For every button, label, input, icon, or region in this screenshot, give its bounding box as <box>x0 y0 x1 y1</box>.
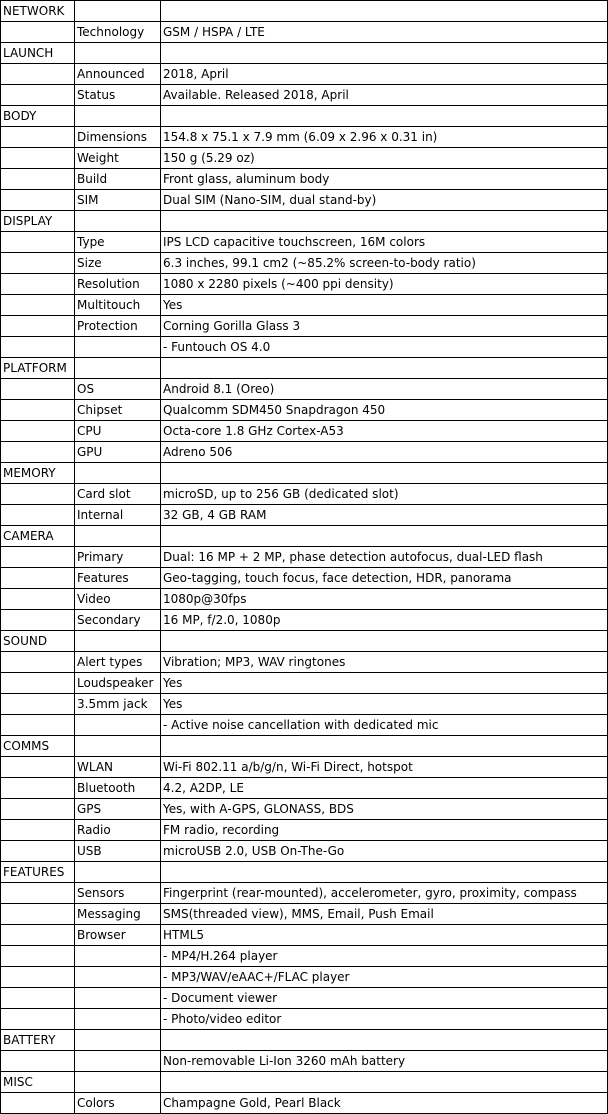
empty-cell <box>75 862 161 883</box>
empty-cell <box>1 652 75 673</box>
spec-value: - MP3/WAV/eAAC+/FLAC player <box>161 967 608 988</box>
section-title: COMMS <box>1 736 75 757</box>
empty-cell <box>1 904 75 925</box>
spec-label: GPS <box>75 799 161 820</box>
spec-value: 32 GB, 4 GB RAM <box>161 505 608 526</box>
spec-label: Messaging <box>75 904 161 925</box>
spec-label <box>75 1009 161 1030</box>
spec-label: CPU <box>75 421 161 442</box>
empty-cell <box>75 1072 161 1093</box>
section-header-row <box>1 211 608 232</box>
empty-cell <box>161 43 608 64</box>
spec-value: 150 g (5.29 oz) <box>161 148 608 169</box>
spec-value: SMS(threaded view), MMS, Email, Push Email <box>161 904 608 925</box>
empty-cell <box>1 169 75 190</box>
section-title: DISPLAY <box>1 211 75 232</box>
spec-value: Dual: 16 MP + 2 MP, phase detection autofocus, dual-LED flash <box>161 547 608 568</box>
empty-cell <box>1 253 75 274</box>
empty-cell <box>1 442 75 463</box>
empty-cell <box>1 379 75 400</box>
spec-row <box>1 274 608 295</box>
spec-value: 16 MP, f/2.0, 1080p <box>161 610 608 631</box>
spec-value: - MP4/H.264 player <box>161 946 608 967</box>
spec-label: Secondary <box>75 610 161 631</box>
empty-cell <box>1 127 75 148</box>
spec-label <box>75 337 161 358</box>
spec-value: - Photo/video editor <box>161 1009 608 1030</box>
spec-value: Octa-core 1.8 GHz Cortex-A53 <box>161 421 608 442</box>
empty-cell <box>1 1009 75 1030</box>
spec-value: Yes <box>161 694 608 715</box>
empty-cell <box>1 673 75 694</box>
empty-cell <box>161 1 608 22</box>
spec-row <box>1 379 608 400</box>
spec-row <box>1 883 608 904</box>
spec-row <box>1 694 608 715</box>
spec-label <box>75 1051 161 1072</box>
empty-cell <box>1 841 75 862</box>
spec-label: Weight <box>75 148 161 169</box>
empty-cell <box>75 1 161 22</box>
spec-value: IPS LCD capacitive touchscreen, 16M colors <box>161 232 608 253</box>
spec-row <box>1 820 608 841</box>
spec-row <box>1 127 608 148</box>
spec-row <box>1 64 608 85</box>
empty-cell <box>1 22 75 43</box>
spec-row <box>1 799 608 820</box>
spec-row <box>1 148 608 169</box>
empty-cell <box>1 589 75 610</box>
empty-cell <box>1 799 75 820</box>
empty-cell <box>1 148 75 169</box>
empty-cell <box>1 274 75 295</box>
spec-label: 3.5mm jack <box>75 694 161 715</box>
spec-label: WLAN <box>75 757 161 778</box>
section-title: MISC <box>1 1072 75 1093</box>
spec-label: Alert types <box>75 652 161 673</box>
spec-row <box>1 1009 608 1030</box>
empty-cell <box>1 64 75 85</box>
spec-row <box>1 946 608 967</box>
spec-row <box>1 421 608 442</box>
empty-cell <box>1 988 75 1009</box>
section-title: NETWORK <box>1 1 75 22</box>
spec-value: Vibration; MP3, WAV ringtones <box>161 652 608 673</box>
spec-label <box>75 946 161 967</box>
spec-row <box>1 967 608 988</box>
section-header-row <box>1 106 608 127</box>
empty-cell <box>75 463 161 484</box>
empty-cell <box>75 1030 161 1051</box>
spec-row <box>1 568 608 589</box>
empty-cell <box>161 736 608 757</box>
empty-cell <box>75 736 161 757</box>
spec-label: Multitouch <box>75 295 161 316</box>
spec-label: Primary <box>75 547 161 568</box>
section-title: BODY <box>1 106 75 127</box>
spec-value: FM radio, recording <box>161 820 608 841</box>
spec-value: - Funtouch OS 4.0 <box>161 337 608 358</box>
spec-label: Chipset <box>75 400 161 421</box>
empty-cell <box>161 1030 608 1051</box>
spec-value: Yes <box>161 295 608 316</box>
spec-value: Corning Gorilla Glass 3 <box>161 316 608 337</box>
spec-value: Geo-tagging, touch focus, face detection, HDR, panorama <box>161 568 608 589</box>
spec-row <box>1 190 608 211</box>
spec-label: Status <box>75 85 161 106</box>
section-title: MEMORY <box>1 463 75 484</box>
spec-label: Technology <box>75 22 161 43</box>
spec-label: Resolution <box>75 274 161 295</box>
empty-cell <box>161 211 608 232</box>
empty-cell <box>75 211 161 232</box>
spec-row <box>1 757 608 778</box>
section-header-row <box>1 862 608 883</box>
spec-row <box>1 484 608 505</box>
spec-row <box>1 169 608 190</box>
empty-cell <box>161 106 608 127</box>
spec-row <box>1 904 608 925</box>
spec-value: microSD, up to 256 GB (dedicated slot) <box>161 484 608 505</box>
empty-cell <box>1 967 75 988</box>
empty-cell <box>75 358 161 379</box>
spec-label: Browser <box>75 925 161 946</box>
spec-label: Radio <box>75 820 161 841</box>
spec-row <box>1 505 608 526</box>
section-header-row <box>1 526 608 547</box>
section-header-row <box>1 1030 608 1051</box>
spec-value: 2018, April <box>161 64 608 85</box>
spec-value: Yes <box>161 673 608 694</box>
spec-label: GPU <box>75 442 161 463</box>
spec-label: USB <box>75 841 161 862</box>
spec-row <box>1 85 608 106</box>
spec-row <box>1 652 608 673</box>
empty-cell <box>1 337 75 358</box>
section-title: BATTERY <box>1 1030 75 1051</box>
empty-cell <box>1 484 75 505</box>
section-header-row <box>1 1072 608 1093</box>
spec-row <box>1 610 608 631</box>
spec-value: 154.8 x 75.1 x 7.9 mm (6.09 x 2.96 x 0.31 in) <box>161 127 608 148</box>
section-title: CAMERA <box>1 526 75 547</box>
spec-row <box>1 442 608 463</box>
empty-cell <box>75 526 161 547</box>
spec-value: Champagne Gold, Pearl Black <box>161 1093 608 1114</box>
spec-row <box>1 1051 608 1072</box>
spec-value: 1080 x 2280 pixels (~400 ppi density) <box>161 274 608 295</box>
spec-value: - Active noise cancellation with dedicated mic <box>161 715 608 736</box>
spec-row <box>1 1093 608 1114</box>
empty-cell <box>1 778 75 799</box>
section-header-row <box>1 631 608 652</box>
spec-label: Bluetooth <box>75 778 161 799</box>
spec-label: Type <box>75 232 161 253</box>
spec-label: Video <box>75 589 161 610</box>
spec-label: Dimensions <box>75 127 161 148</box>
spec-label <box>75 988 161 1009</box>
spec-label: Features <box>75 568 161 589</box>
empty-cell <box>1 568 75 589</box>
empty-cell <box>1 883 75 904</box>
section-title: FEATURES <box>1 862 75 883</box>
section-title: PLATFORM <box>1 358 75 379</box>
spec-value: Front glass, aluminum body <box>161 169 608 190</box>
spec-value: Available. Released 2018, April <box>161 85 608 106</box>
spec-row <box>1 316 608 337</box>
spec-label: Build <box>75 169 161 190</box>
empty-cell <box>75 106 161 127</box>
spec-label <box>75 967 161 988</box>
spec-value: Fingerprint (rear-mounted), accelerometer, gyro, proximity, compass <box>161 883 608 904</box>
empty-cell <box>161 862 608 883</box>
empty-cell <box>161 1072 608 1093</box>
spec-label: SIM <box>75 190 161 211</box>
spec-row <box>1 715 608 736</box>
spec-label <box>75 715 161 736</box>
empty-cell <box>1 505 75 526</box>
spec-label: Protection <box>75 316 161 337</box>
spec-value: GSM / HSPA / LTE <box>161 22 608 43</box>
empty-cell <box>1 232 75 253</box>
spec-label: Size <box>75 253 161 274</box>
spec-value: Qualcomm SDM450 Snapdragon 450 <box>161 400 608 421</box>
empty-cell <box>75 631 161 652</box>
spec-row <box>1 547 608 568</box>
empty-cell <box>1 820 75 841</box>
spec-row <box>1 673 608 694</box>
spec-label: Card slot <box>75 484 161 505</box>
spec-row <box>1 337 608 358</box>
spec-value: 6.3 inches, 99.1 cm2 (~85.2% screen-to-body ratio) <box>161 253 608 274</box>
spec-value: Dual SIM (Nano-SIM, dual stand-by) <box>161 190 608 211</box>
empty-cell <box>1 1051 75 1072</box>
section-header-row <box>1 358 608 379</box>
empty-cell <box>161 631 608 652</box>
spec-value: Wi-Fi 802.11 a/b/g/n, Wi-Fi Direct, hotspot <box>161 757 608 778</box>
section-header-row <box>1 736 608 757</box>
spec-value: 4.2, A2DP, LE <box>161 778 608 799</box>
spec-row <box>1 295 608 316</box>
spec-row <box>1 400 608 421</box>
spec-row <box>1 778 608 799</box>
spec-value: Non-removable Li-Ion 3260 mAh battery <box>161 1051 608 1072</box>
section-header-row <box>1 1 608 22</box>
spec-value: 1080p@30fps <box>161 589 608 610</box>
empty-cell <box>1 316 75 337</box>
empty-cell <box>161 463 608 484</box>
section-header-row <box>1 43 608 64</box>
spec-row <box>1 925 608 946</box>
spec-label: Internal <box>75 505 161 526</box>
spec-value: Yes, with A-GPS, GLONASS, BDS <box>161 799 608 820</box>
empty-cell <box>1 190 75 211</box>
section-title: LAUNCH <box>1 43 75 64</box>
spec-row <box>1 988 608 1009</box>
spec-value: Android 8.1 (Oreo) <box>161 379 608 400</box>
spec-label: Announced <box>75 64 161 85</box>
empty-cell <box>1 946 75 967</box>
empty-cell <box>1 925 75 946</box>
empty-cell <box>1 694 75 715</box>
empty-cell <box>161 526 608 547</box>
spec-row <box>1 232 608 253</box>
spec-value: microUSB 2.0, USB On-The-Go <box>161 841 608 862</box>
spec-row <box>1 22 608 43</box>
empty-cell <box>1 421 75 442</box>
empty-cell <box>75 43 161 64</box>
spec-label: Colors <box>75 1093 161 1114</box>
empty-cell <box>1 400 75 421</box>
spec-label: Loudspeaker <box>75 673 161 694</box>
spec-value: HTML5 <box>161 925 608 946</box>
empty-cell <box>1 1093 75 1114</box>
empty-cell <box>1 85 75 106</box>
spec-value: Adreno 506 <box>161 442 608 463</box>
spec-label: OS <box>75 379 161 400</box>
spec-row <box>1 841 608 862</box>
spec-value: - Document viewer <box>161 988 608 1009</box>
empty-cell <box>161 358 608 379</box>
spec-label: Sensors <box>75 883 161 904</box>
section-header-row <box>1 463 608 484</box>
spec-row <box>1 253 608 274</box>
spec-row <box>1 589 608 610</box>
empty-cell <box>1 547 75 568</box>
section-title: SOUND <box>1 631 75 652</box>
spec-sheet-body <box>1 1 608 1114</box>
empty-cell <box>1 610 75 631</box>
empty-cell <box>1 295 75 316</box>
empty-cell <box>1 715 75 736</box>
empty-cell <box>1 757 75 778</box>
